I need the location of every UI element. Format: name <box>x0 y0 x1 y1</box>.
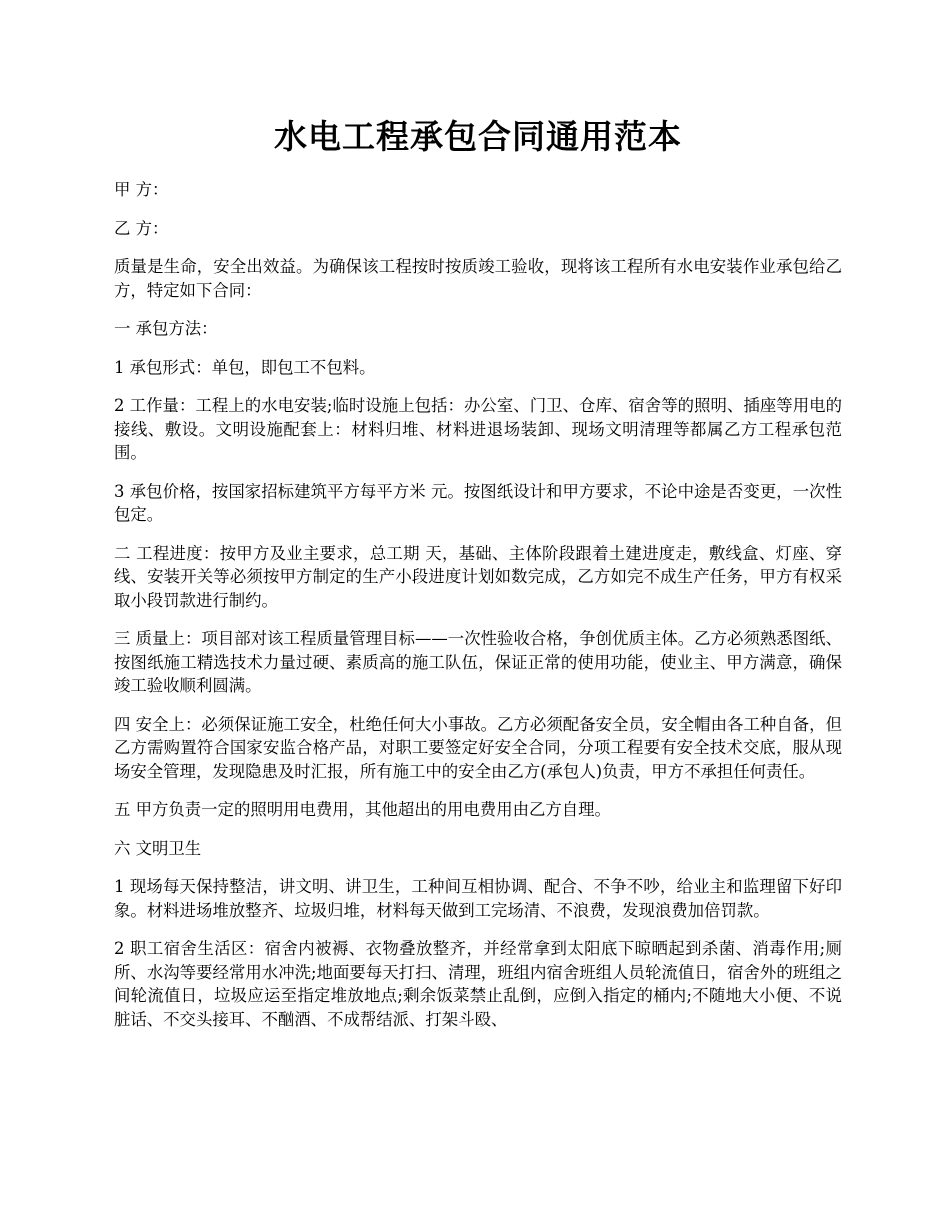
clause-1-3: 3 承包价格，按国家招标建筑平方每平方米 元。按图纸设计和甲方要求，不论中途是否变更，一次性包定。 <box>114 481 842 524</box>
section-3-paragraph: 三 质量上：项目部对该工程质量管理目标——一次性验收合格，争创优质主体。乙方必须熟悉图纸、按图纸施工精选技术力量过硬、素质高的施工队伍，保证正常的使用功能，使业主、甲方满意，确保竣工验收顺利圆满。 <box>114 629 842 695</box>
clause-1-2: 2 工作量：工程上的水电安装;临时设施上包括：办公室、门卫、仓库、宿舍等的照明、插座等用电的接线、敷设。文明设施配套上：材料归堆、材料进退场装卸、现场文明清理等都属乙方工程承包范围。 <box>114 396 842 462</box>
section-4-paragraph: 四 安全上：必须保证施工安全，杜绝任何大小事故。乙方必须配备安全员，安全帽由各工种自备，但乙方需购置符合国家安监合格产品，对职工要签定好安全合同，分项工程要有安全技术交底，服从现场安全管理，发现隐患及时汇报，所有施工中的安全由乙方(承包人)负责，甲方不承担任何责任。 <box>114 714 842 781</box>
party-a-line: 甲 方： <box>114 180 169 199</box>
document-title: 水电工程承包合同通用范本 <box>274 117 682 156</box>
section-5-paragraph: 五 甲方负责一定的照明用电费用，其他超出的用电费用由乙方自理。 <box>114 800 611 819</box>
section-2-paragraph: 二 工程进度：按甲方及业主要求，总工期 天，基础、主体阶段跟着土建进度走，敷线盒、灯座、穿线、安装开关等必须按甲方制定的生产小段进度计划如数完成，乙方如完不成生产任务，甲方有权采取小段罚款进行制约。 <box>114 543 842 610</box>
section-heading-1: 一 承包方法： <box>114 319 218 338</box>
party-b-line: 乙 方： <box>114 218 169 238</box>
document-page <box>114 0 842 1031</box>
clause-6-2: 2 职工宿舍生活区：宿舍内被褥、衣物叠放整齐，并经常拿到太阳底下晾晒起到杀菌、消毒作用;厕所、水沟等要经常用水冲洗;地面要每天打扫、清理，班组内宿舍班组人员轮流值日，宿舍外的班组之间轮流值日，垃圾应运至指定堆放地点;剩余饭菜禁止乱倒，应倒入指定的桶内;不随地大小便、不说脏话、不交头接耳、不酗酒、不成帮结派、打架斗殴、 <box>114 939 842 1029</box>
intro-paragraph: 质量是生命，安全出效益。为确保该工程按时按质竣工验收，现将该工程所有水电安装作业承包给乙方，特定如下合同： <box>114 257 842 300</box>
section-heading-6: 六 文明卫生 <box>114 838 202 858</box>
clause-1-1: 1 承包形式：单包，即包工不包料。 <box>114 357 376 377</box>
clause-6-1: 1 现场每天保持整洁，讲文明、讲卫生，工种间互相协调、配合、不争不吵，给业主和监理留下好印象。材料进场堆放整齐、垃圾归堆，材料每天做到工完场清、不浪费，发现浪费加倍罚款。 <box>114 877 842 920</box>
